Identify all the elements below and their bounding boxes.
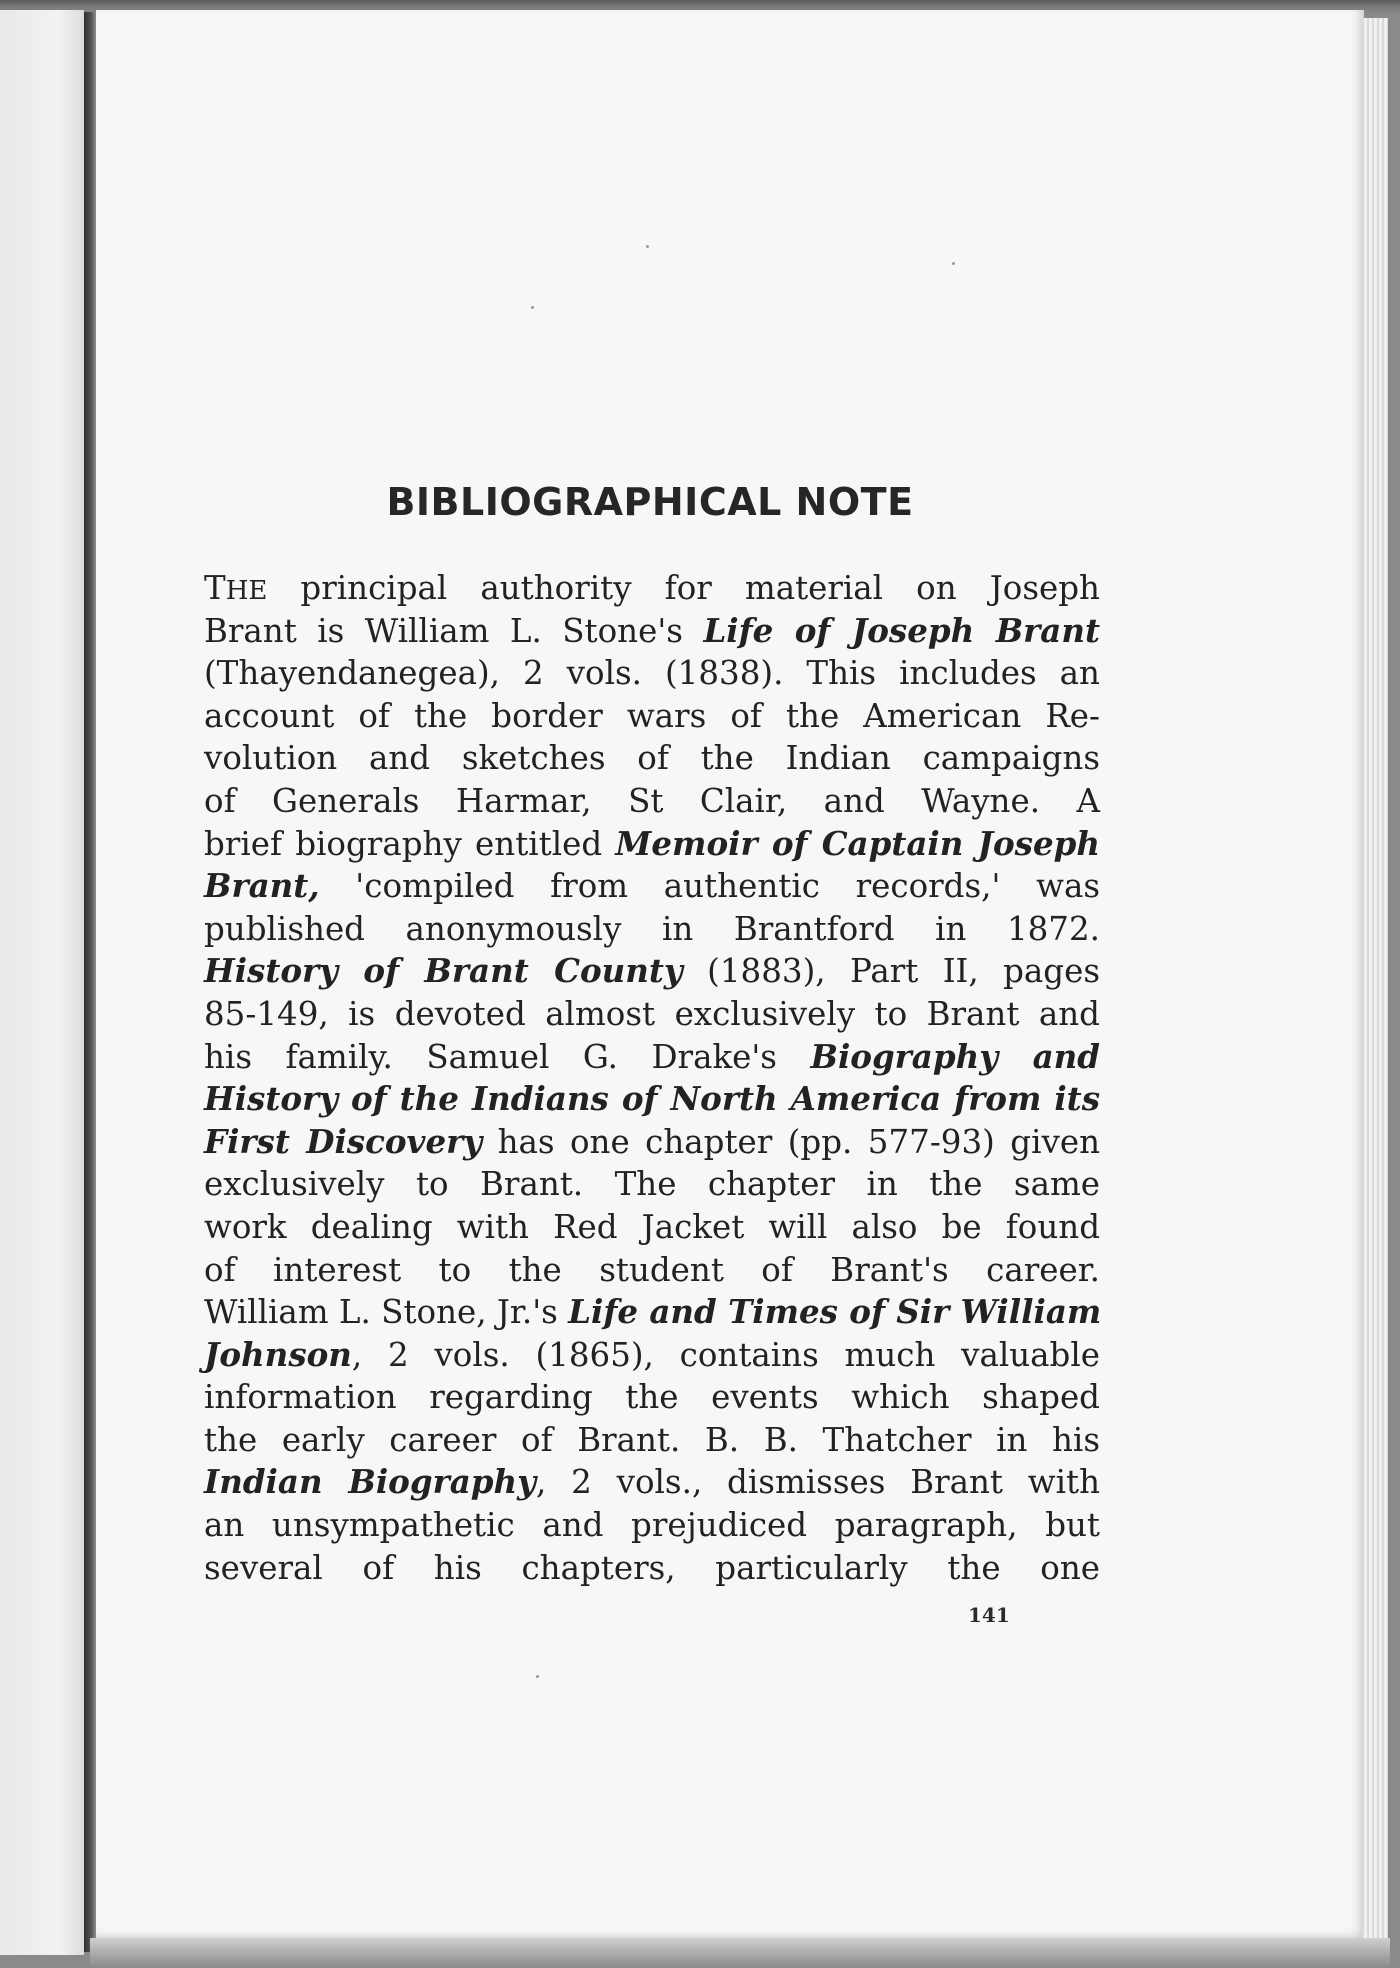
page-stack-edge	[1362, 18, 1388, 1943]
italic-title: History of the Indians of North America from its	[204, 1079, 1100, 1119]
text-line	[204, 610, 1100, 653]
page-number: 141	[968, 1603, 1010, 1627]
page-heading: BIBLIOGRAPHICAL NOTE	[386, 480, 914, 524]
previous-page-edge	[0, 10, 84, 1955]
text-run: , 2 vols., dismisses Brant with	[536, 1463, 1100, 1502]
paper-speck	[531, 306, 534, 309]
text-line	[204, 652, 1100, 695]
text-run: William L. Stone, Jr.'s	[204, 1293, 569, 1332]
text-line	[204, 1461, 1100, 1504]
text-run: (1883), Part II, pages	[682, 952, 1101, 991]
italic-title: History of Brant County	[204, 951, 683, 991]
text-run: Brant is William L. Stone's	[204, 611, 704, 650]
text-line	[204, 823, 1100, 866]
italic-title: Brant,	[204, 866, 320, 906]
text-run: brief biography entitled	[204, 824, 616, 863]
text-run: principal authority for material on Joseph	[267, 569, 1100, 607]
text-run: volution and sketches of the Indian campaigns	[204, 739, 1100, 778]
text-run: 'compiled from authentic records,' was	[319, 867, 1100, 906]
text-line	[204, 1121, 1100, 1164]
text-run: HE	[225, 576, 268, 606]
text-line	[204, 567, 1100, 610]
text-line	[204, 950, 1100, 993]
text-line	[204, 1291, 1100, 1334]
text-run: , 2 vols. (1865), contains much valuable	[351, 1335, 1100, 1374]
text-line	[204, 1419, 1100, 1462]
text-run: an unsympathetic and prejudiced paragraph, but	[204, 1506, 1100, 1545]
italic-title: Memoir of Captain Joseph	[615, 823, 1100, 863]
text-run: exclusively to Brant. The chapter in the same	[204, 1165, 1100, 1204]
text-line	[204, 1334, 1100, 1377]
italic-title: Life and Times of Sir William	[568, 1292, 1102, 1332]
text-run: T	[204, 569, 226, 607]
italic-title: Indian Biography	[204, 1462, 537, 1502]
text-line	[204, 1249, 1100, 1292]
text-line	[204, 780, 1100, 823]
text-line	[204, 1376, 1100, 1419]
page-bottom-shadow	[90, 1938, 1390, 1968]
italic-title: Life of Joseph Brant	[703, 610, 1101, 650]
italic-title: Johnson	[204, 1334, 352, 1374]
text-run: the early career of Brant. B. B. Thatcher in his	[204, 1420, 1100, 1459]
text-line	[204, 1078, 1100, 1121]
text-line	[204, 993, 1100, 1036]
text-run: has one chapter (pp. 577-93) given	[482, 1122, 1100, 1161]
paper-speck	[646, 245, 649, 248]
text-line	[204, 1163, 1100, 1206]
text-run: account of the border wars of the American Re-	[204, 696, 1100, 735]
text-line	[204, 908, 1100, 951]
text-run: of Generals Harmar, St Clair, and Wayne. A	[204, 781, 1100, 820]
paper-speck	[536, 1675, 539, 1678]
text-line	[204, 1036, 1100, 1079]
text-line	[204, 695, 1100, 738]
text-run: 85-149, is devoted almost exclusively to Brant and	[204, 994, 1100, 1033]
text-line	[204, 1504, 1100, 1547]
text-run: published anonymously in Brantford in 1872.	[204, 909, 1100, 948]
text-run: (Thayendanegea), 2 vols. (1838). This includes an	[204, 654, 1100, 693]
italic-title: Biography and	[810, 1036, 1100, 1076]
book-gutter	[84, 12, 96, 1952]
text-line	[204, 865, 1100, 908]
text-run: information regarding the events which shaped	[204, 1378, 1100, 1417]
bibliography-paragraph	[204, 567, 1100, 1589]
text-run: of interest to the student of Brant's career.	[204, 1250, 1100, 1289]
text-line	[204, 1206, 1100, 1249]
text-run: work dealing with Red Jacket will also be found	[204, 1207, 1100, 1246]
text-line	[204, 1547, 1100, 1590]
text-run: several of his chapters, particularly the one	[204, 1548, 1100, 1587]
italic-title: First Discovery	[204, 1121, 483, 1161]
paper-speck	[952, 262, 955, 265]
text-run: his family. Samuel G. Drake's	[204, 1037, 811, 1076]
text-line	[204, 737, 1100, 780]
